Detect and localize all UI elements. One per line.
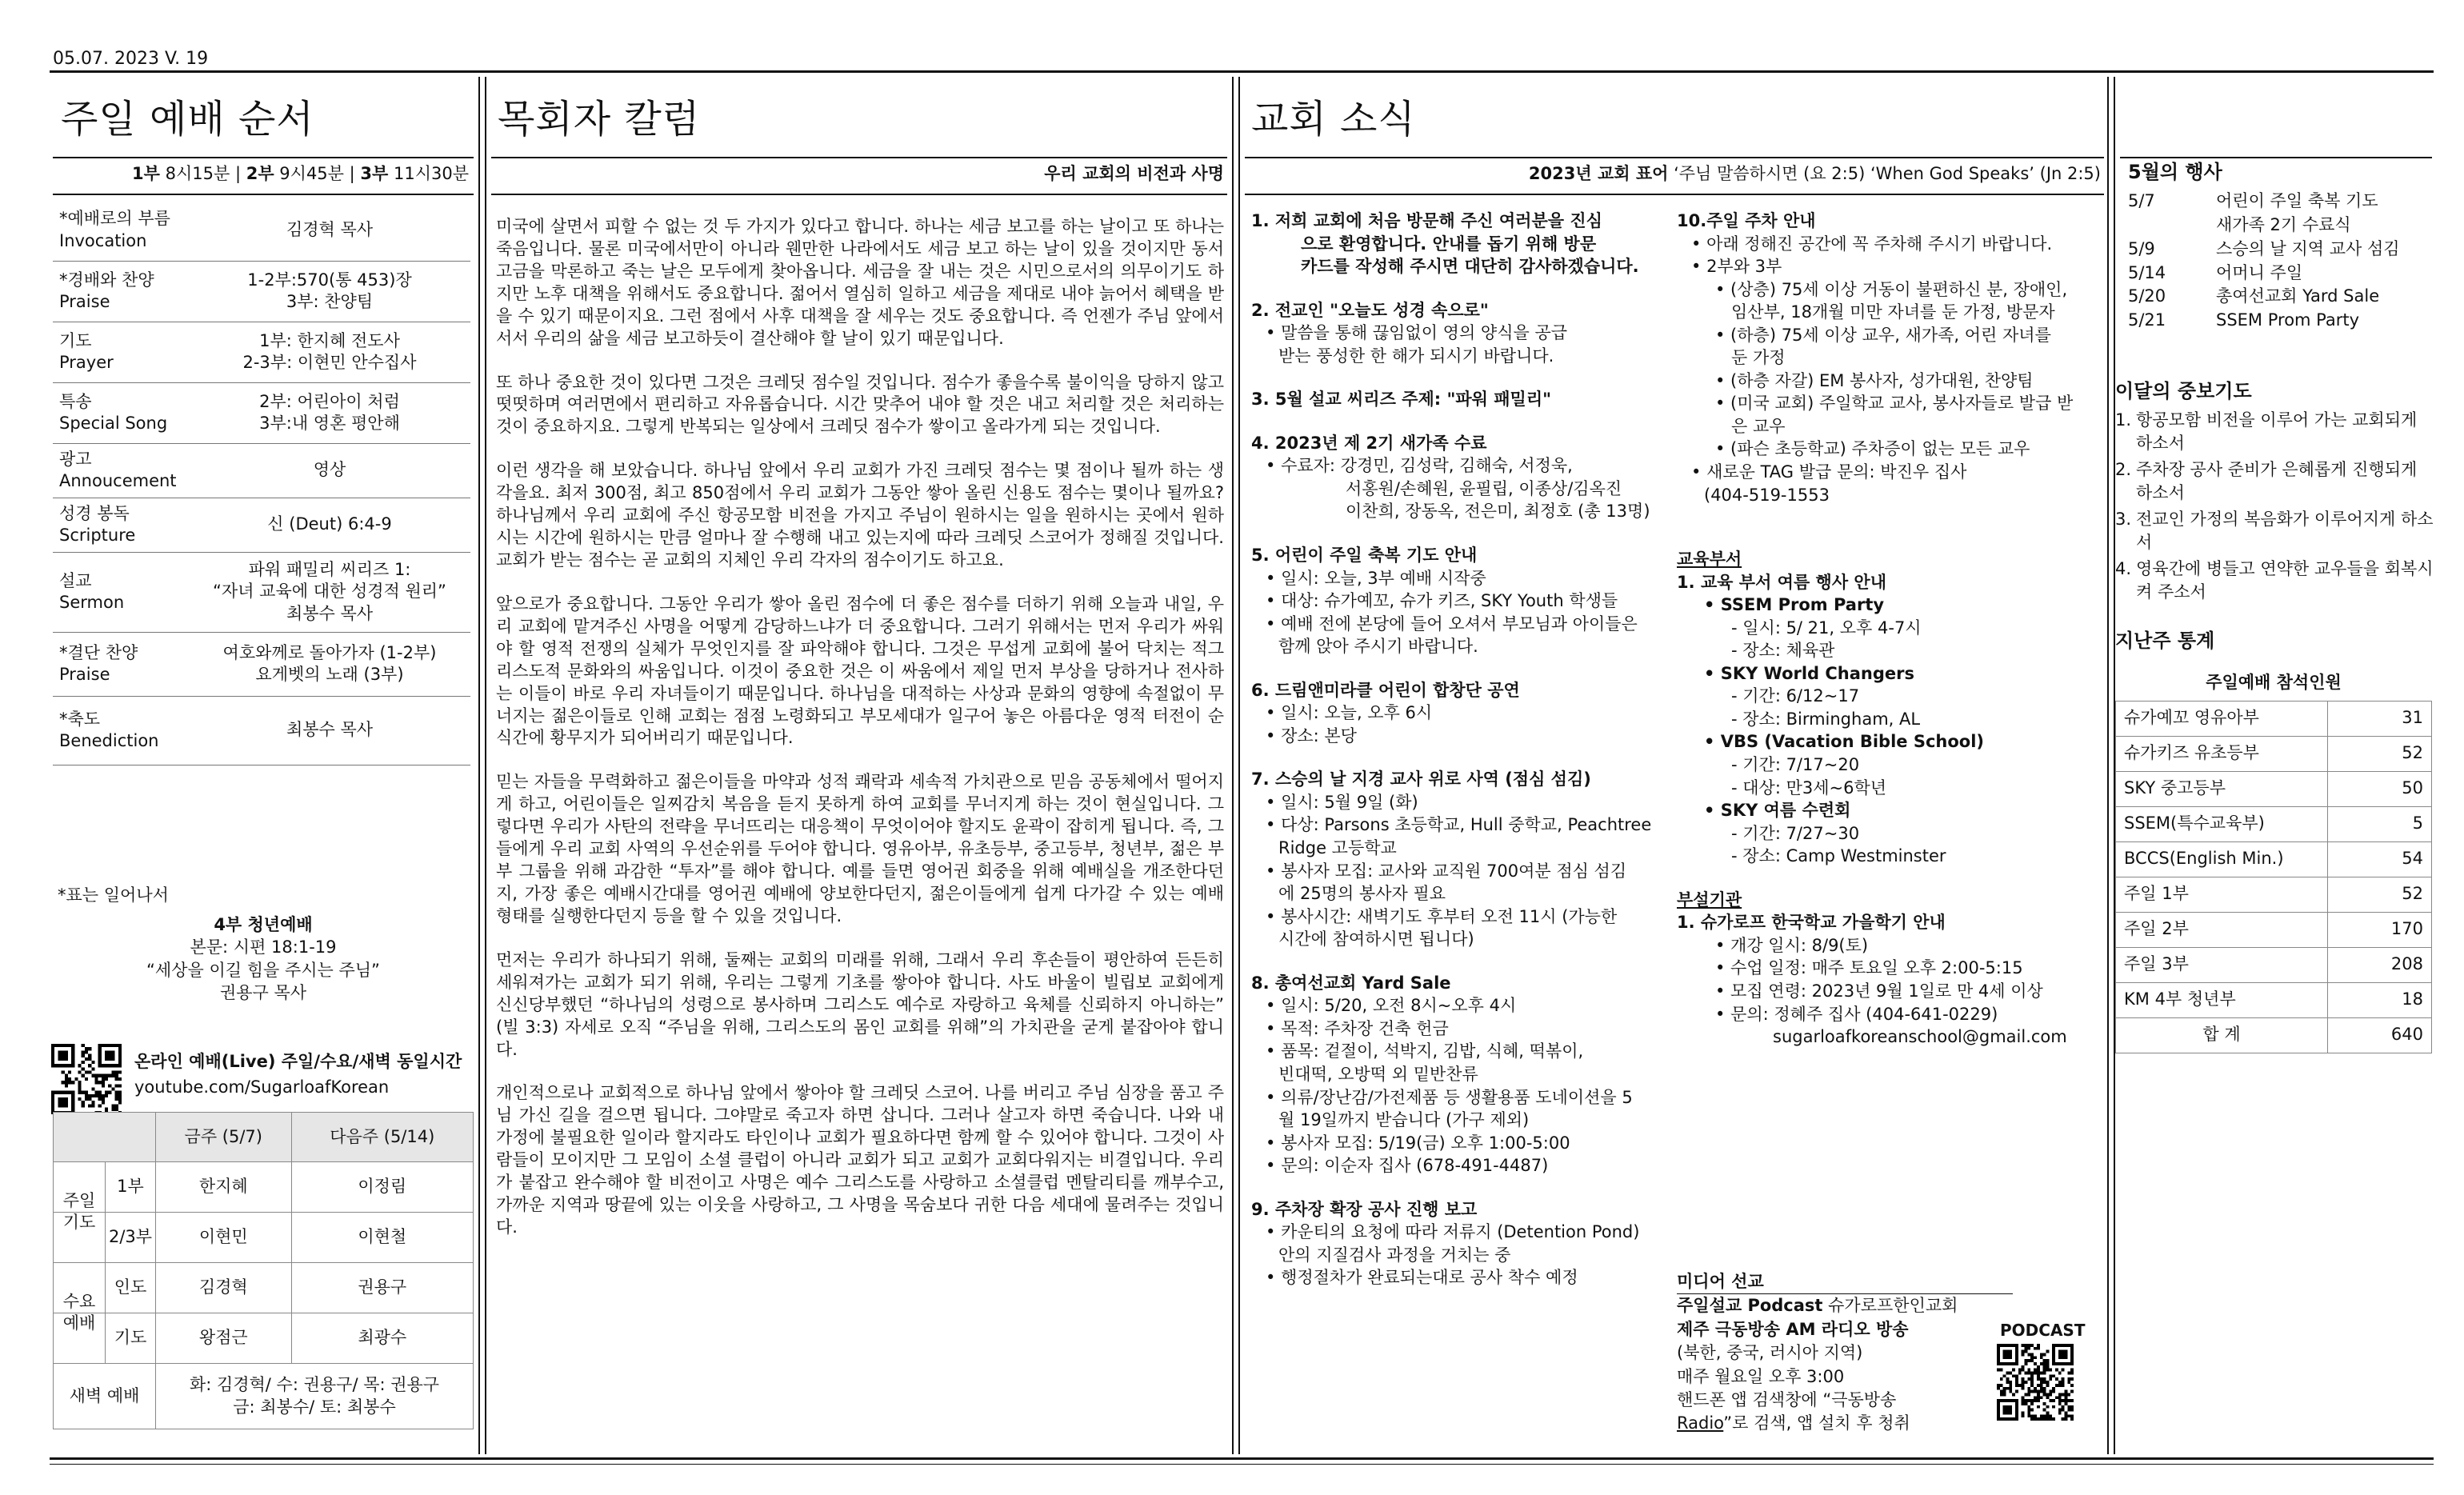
news-line: - 기간: 6/12~17 [1731, 686, 1860, 706]
column-paragraph: 이런 생각을 해 보았습니다. 하나님 앞에서 우리 교회가 가진 크레딧 점수는 몇 점이나 될까 하는 생각을요. 최저 300점, 최고 850점에서 우리 교회가 그동안 쌓아 올린 신용도 점수는 몇이나 될까요? 하나님께서 우리 교회에 주신 항공모함 비전을 가지고 주님이 원하시는 일을 원하시는 곳에서 원하시는 시간에 원하시는 만큼 얼마나 잘 수행해 내고 있는지에 따라 크레딧 스코어가 정해질 것입니다. 교회가 받는 점수는 곧 교회의 지체인 우리 각자의 점수이기도 하고요. [496, 461, 1224, 570]
radio-keyword: Radio [1677, 1413, 1724, 1433]
news-line: - 대상: 만3세~6학년 [1731, 777, 1887, 797]
podcast-label: 주일설교 Podcast [1677, 1296, 1823, 1316]
news-line: • 일시: 5/20, 오전 8시~오후 4시 [1251, 994, 1667, 1017]
event-date: 5/9 [2128, 238, 2155, 258]
prayer-number: 1. [2115, 410, 2132, 430]
prayer-item [2115, 458, 2434, 505]
radio-app-note: 핸드폰 앱 검색창에 “극동방송 [1677, 1389, 1897, 1409]
event-date [2128, 214, 2216, 238]
event-date: 5/7 [2128, 191, 2155, 211]
order-item-ko: 설교 [59, 570, 92, 590]
order-item-en: Scripture [59, 526, 136, 545]
spacer [1677, 506, 2101, 527]
news-line: • SKY 여름 수련회 [1704, 801, 1851, 821]
event-date: 5/20 [2128, 286, 2166, 306]
row-label: 1부 [105, 1162, 155, 1212]
news-line: • 2부와 3부 [1677, 255, 2101, 278]
online-worship-info [134, 1049, 462, 1100]
stats-value: 18 [2328, 982, 2432, 1017]
order-item-en: Praise [59, 292, 110, 311]
event-item [2128, 309, 2432, 333]
column-paragraph: 또 하나 중요한 것이 있다면 그것은 크레딧 점수일 것입니다. 점수가 좋을수록 불이익을 당하지 않고 떳떳하며 여러면에서 편리하고 자유롭습니다. 시간 맞추어 내야 할 것은 내고 처리할 것은 처리하는 것이 중요하지요. 그렇게 반복되는 일상에서 크레딧 점수가 쌓이고 올라가게 되는 것입니다. [496, 372, 1224, 437]
news-line: 부설기관 [1677, 889, 1742, 909]
stats-value: 31 [2328, 701, 2432, 736]
news-line: • (하층 자갈) EM 봉사자, 성가대원, 찬양팀 [1715, 370, 2034, 390]
table-cell: 이현철 [291, 1213, 473, 1263]
stats-title: 지난주 통계 [2115, 630, 2215, 652]
news-line: 1. 슈가로프 한국학교 가을학기 안내 [1677, 913, 1946, 933]
event-date: 5/21 [2128, 310, 2166, 330]
divider [1245, 194, 2104, 195]
order-item-ko: *결단 찬양 [59, 642, 138, 662]
news-line: • 일시: 오늘, 3부 예배 시작중 [1251, 567, 1667, 590]
stats-total-label: 합 계 [2116, 1017, 2328, 1053]
stats-row [2116, 912, 2432, 947]
news-line: 이찬희, 장동옥, 전은미, 최정호 (총 13명) [1346, 502, 1650, 522]
news-line: • 모집 연령: 2023년 9월 1일로 만 4세 이상 [1715, 981, 2043, 1001]
news-line: 으로 환영합니다. 안내를 돕기 위해 방문 [1301, 234, 1597, 254]
news-line: • 예배 전에 본당에 들어 오셔서 부모님과 아이들은 [1251, 613, 1667, 636]
divider [2120, 157, 2432, 158]
pastor-column-title: 목회자 칼럼 [498, 97, 701, 142]
event-item [2128, 262, 2432, 286]
youtube-qr-code[interactable] [51, 1044, 122, 1114]
news-left-column [1251, 210, 1667, 1289]
time-value-1: 8시15분 | [159, 164, 246, 183]
order-row [53, 382, 470, 443]
stats-value: 208 [2328, 947, 2432, 982]
order-row [53, 443, 470, 498]
divider [1245, 157, 2104, 158]
news-line: • 문의: 정혜주 집사 (404-641-0229) [1715, 1004, 1998, 1024]
prayer-number: 2. [2115, 460, 2132, 480]
stats-label: 주일 3부 [2116, 947, 2328, 982]
divider [53, 194, 474, 195]
news-line: (404-519-1553 [1704, 485, 1830, 505]
news-line: 안의 지질검사 과정을 거치는 중 [1278, 1245, 1511, 1265]
pastor-column-subtitle: 우리 교회의 비전과 사명 [1044, 164, 1224, 183]
news-line: 카드를 작성해 주시면 대단히 감사하겠습니다. [1301, 257, 1639, 277]
column-divider [1232, 77, 1234, 1454]
order-item-ko: *축도 [59, 709, 101, 729]
order-item-ko: 특송 [59, 391, 92, 411]
order-item-ko: *경배와 찬양 [59, 270, 154, 290]
news-line: 서홍원/손혜원, 윤필립, 이종상/김옥진 [1346, 478, 1622, 498]
event-title: SSEM Prom Party [2216, 310, 2360, 330]
prayer-duty-table [53, 1112, 474, 1429]
news-line: • 아래 정해진 공간에 꼭 주차해 주시기 바랍니다. [1677, 233, 2101, 256]
stats-row [2116, 841, 2432, 877]
order-item-en: Special Song [59, 414, 168, 433]
news-line: • (미국 교회) 주일학교 교사, 봉사자들로 발급 받 [1715, 394, 2074, 414]
news-line: • 행정절차가 완료되는대로 공사 착수 예정 [1251, 1266, 1667, 1289]
news-line: 8. 총여선교회 Yard Sale [1251, 973, 1451, 993]
news-right-column [1677, 210, 2101, 1049]
spacer [1251, 278, 1667, 299]
table-corner [54, 1113, 156, 1162]
news-line: sugarloafkoreanschool@gmail.com [1773, 1027, 2067, 1047]
dawn-service-label: 새벽 예배 [54, 1364, 156, 1429]
news-line: • 장소: 본당 [1251, 725, 1667, 748]
order-item-value: 최봉수 목사 [189, 696, 470, 765]
stats-label: BCCS(English Min.) [2116, 841, 2328, 877]
stats-label: SKY 중고등부 [2116, 771, 2328, 806]
column-paragraph: 앞으로가 중요합니다. 그동안 우리가 쌓아 올린 점수에 더 좋은 점수를 더하기 위해 오늘과 내일, 우리 교회에 맡겨주신 사명을 어떻게 감당하느냐가 더 중요합니다. 그러기 위해서는 먼저 우리가 싸워야 할 영적 전쟁의 실체가 무엇인지를 잘 파악해야 합니다. 그것은 무섭게 교회에 불어 닥치는 적그리스도적 문화와의 싸움입니다. 이것이 중요한 것은 이 싸움에서 제일 먼저 부상을 당하거나 전사하는 이들이 바로 우리 자녀들이기 때문입니다. 하나님을 대적하는 사상과 문화의 영향에 속절없이 무너지는 젊은이들로 인해 교회는 점점 노령화되고 부모세대가 일구어 놓은 아름다운 영적 터전이 순식간에 황무지가 되어버리기 때문입니다. [496, 594, 1224, 748]
podcast-church: 슈가로프한인교회 [1822, 1296, 1958, 1316]
prayer-item [2115, 508, 2434, 554]
stats-header-row [2116, 666, 2432, 701]
order-row [53, 552, 470, 632]
event-item [2128, 214, 2432, 238]
news-line: 둔 가정 [1731, 348, 1786, 368]
table-cell: 김경혁 [156, 1263, 292, 1313]
order-row [53, 200, 470, 261]
prayer-text: 전교인 가정의 복음화가 이루어지게 하소서 [2136, 510, 2434, 553]
prayer-text: 주차장 공사 준비가 은혜롭게 진행되게 하소서 [2136, 460, 2418, 503]
stats-value: 52 [2328, 736, 2432, 771]
stats-total-row [2116, 1017, 2432, 1053]
online-worship-title: 온라인 예배(Live) 주일/수요/새벽 동일시간 [134, 1052, 462, 1071]
worship-order-table [53, 200, 470, 765]
youth-theme: “세상을 이길 힘을 주시는 주님” [146, 960, 380, 980]
stats-label: KM 4부 청년부 [2116, 982, 2328, 1017]
bottom-rule [50, 1457, 2434, 1460]
order-item-value: 영상 [189, 443, 470, 498]
table-cell: 이현민 [156, 1213, 292, 1263]
stats-label: 슈가키즈 유초등부 [2116, 736, 2328, 771]
media-ministry [1677, 1270, 2013, 1436]
spacer [1251, 367, 1667, 388]
news-line: 에 25명의 봉사자 필요 [1278, 884, 1446, 904]
stats-value: 52 [2328, 877, 2432, 912]
worship-order-title: 주일 예배 순서 [61, 97, 314, 142]
last-week-stats [2115, 629, 2434, 654]
news-line: • 다상: Parsons 초등학교, Hull 중학교, Peachtree [1251, 813, 1667, 837]
wednesday-service-label: 수요 예배 [62, 1291, 96, 1333]
news-line: 6. 드림앤미라클 어린이 합창단 공연 [1251, 680, 1520, 700]
spacer [1251, 951, 1667, 972]
stats-row [2116, 771, 2432, 806]
order-item-en: Annoucement [59, 471, 177, 490]
order-item-value: 파워 패밀리 씨리즈 1: “자녀 교육에 대한 성경적 원리” 최봉수 목사 [189, 552, 470, 632]
table-cell: 이정림 [291, 1162, 473, 1213]
spacer [1251, 523, 1667, 544]
news-line: • VBS (Vacation Bible School) [1704, 732, 1985, 752]
monthly-prayer [2115, 379, 2434, 607]
this-week-header: 금주 (5/7) [156, 1113, 292, 1162]
event-title: 총여선교회 Yard Sale [2216, 286, 2380, 306]
news-line: 받는 풍성한 한 해가 되시기 바랍니다. [1278, 346, 1554, 366]
stats-value: 5 [2328, 806, 2432, 841]
media-heading: 미디어 선교 [1677, 1270, 2013, 1294]
stats-label: 주일 2부 [2116, 912, 2328, 947]
online-worship-url[interactable]: youtube.com/SugarloafKorean [134, 1077, 390, 1097]
event-date: 5/14 [2128, 262, 2166, 282]
order-item-value: 1-2부:570(통 453)장 3부: 찬양팀 [189, 261, 470, 322]
news-line: • 품목: 겉절이, 석박지, 김밥, 식혜, 떡볶이, [1251, 1040, 1667, 1063]
news-line: • 목적: 주차장 건축 헌금 [1251, 1017, 1667, 1041]
radio-region: (북한, 중국, 러시아 지역) [1677, 1343, 1863, 1363]
radio-time: 매주 월요일 오후 3:00 [1677, 1366, 1845, 1386]
row-label: 2/3부 [105, 1213, 155, 1262]
stats-value: 170 [2328, 912, 2432, 947]
youth-scripture: 본문: 시편 18:1-19 [190, 937, 337, 957]
time-value-2: 9시45분 | [274, 164, 361, 183]
time-label-1: 1부 [132, 164, 160, 183]
news-line: 2. 전교인 "오늘도 성경 속으로" [1251, 300, 1489, 320]
order-item-ko: *예배로의 부름 [59, 209, 170, 229]
event-title: 어머니 주일 [2216, 262, 2303, 282]
news-line: • 일시: 5월 9일 (화) [1251, 791, 1667, 814]
spacer [1251, 1177, 1667, 1198]
news-line: - 기간: 7/27~30 [1731, 823, 1860, 843]
news-line: • (상층) 75세 이상 거동이 불편하신 분, 장애인, [1715, 279, 2068, 299]
news-line: • 수업 일정: 매주 토요일 오후 2:00-5:15 [1715, 958, 2023, 978]
column-divider [485, 77, 486, 1454]
news-line: • 카운티의 요청에 따라 저류지 (Detention Pond) [1251, 1221, 1667, 1244]
column-paragraph: 믿는 자들을 무력화하고 젊은이들을 마약과 성적 쾌락과 세속적 가치관으로 믿음 공동체에서 떨어지게 하고, 어린이들은 일찌감치 복음을 듣지 못하게 하여 교회를 무너지게 하는 것이 현실입니다. 그렇다면 우리가 사탄의 전략을 무너뜨리는 대응책이 무엇이어야 할지도 윤곽이 잡히게 됩니다. 즉, 그들에게 우리 교회 사역의 우선순위를 두어야 합니다. 영유아부, 유초등부, 중고등부, 청년부, 젊은 부부 그룹을 위해 과감한 “투자”를 해야 합니다. 예를 들면 영어권 회중을 위해 예배실을 개조한다던지, 가장 좋은 예배시간대를 영어권 예배에 양보한다던지, 젊은이들에게 쉽게 다가갈 수 있는 예배 형태를 실행한다던지 등을 할 수 있을 것입니다. [496, 772, 1224, 925]
bottom-rule-2 [50, 1464, 2434, 1465]
order-item-ko: 광고 [59, 449, 92, 469]
prayer-text: 영육간에 병들고 연약한 교우들을 회복시켜 주소서 [2136, 559, 2434, 602]
sunday-prayer-label: 주일 기도 [62, 1190, 96, 1232]
news-line: 교육부서 [1677, 550, 1742, 570]
news-line: Ridge 고등학교 [1278, 838, 1397, 858]
order-item-ko: 성경 봉독 [59, 503, 130, 523]
news-line: 3. 5월 설교 씨리즈 주제: "파워 패밀리" [1251, 390, 1552, 410]
column-paragraph: 미국에 살면서 피할 수 없는 것 두 가지가 있다고 합니다. 하나는 세금 보고를 하는 날이고 또 하나는 죽음입니다. 물론 미국에서만이 아니라 웬만한 나라에서도 세금 보고 하는 날이 있을 것이지만 동서고금을 막론하고 죽는 날은 모두에게 찾아옵니다. 세금을 잘 내는 것은 시민으로서의 의무이기도 하지만 노후 대책을 위해서도 중요합니다. 젊어서 열심히 일하고 세금을 제대로 내야 늙어서 혜택을 받을 수 있기 때문이지요. 그런 점에서 사후 대책을 잘 세우는 것도 중요합니다. 즉 언젠가 주님 앞에서 서서 우리의 삶을 세금 보고하듯이 결산해야 할 날이 있기 때문입니다. [496, 217, 1224, 348]
order-item-value: 2부: 어린아이 처럼 3부:내 영혼 평안해 [189, 382, 470, 443]
divider [53, 157, 474, 158]
news-line: 임산부, 18개월 미만 자녀를 둔 가정, 방문자 [1731, 302, 2055, 322]
news-line: • 봉사자 모집: 5/19(금) 오후 1:00-5:00 [1251, 1132, 1667, 1155]
news-line: 월 19일까지 받습니다 (가구 제외) [1278, 1110, 1530, 1130]
news-line: 7. 스승의 날 지경 교사 위로 사역 (점심 섬김) [1251, 769, 1591, 789]
time-label-3: 3부 [360, 164, 389, 183]
order-row [53, 322, 470, 382]
event-title: 스승의 날 지역 교사 섬김 [2216, 238, 2400, 258]
news-line: • 대상: 슈가예꼬, 슈가 키즈, SKY Youth 학생들 [1251, 590, 1667, 613]
news-line: • SKY World Changers [1704, 663, 1915, 683]
table-cell: 권용구 [291, 1263, 473, 1313]
order-item-en: Praise [59, 665, 110, 684]
spacer [1677, 868, 2101, 889]
news-line: • 의류/장난감/가전제품 등 생활용품 도네이션을 5 [1251, 1086, 1667, 1109]
church-motto [1245, 163, 2101, 185]
monthly-events-title: 5월의 행사 [2128, 161, 2222, 183]
service-times [53, 163, 469, 185]
stats-label: 주일 1부 [2116, 877, 2328, 912]
order-item-value: 여호와께로 돌아가자 (1-2부) 요게벳의 노래 (3부) [189, 632, 470, 696]
order-item-en: Prayer [59, 353, 114, 372]
motto-label: 2023년 교회 표어 [1528, 164, 1669, 183]
news-line: 시간에 참여하시면 됩니다) [1278, 929, 1474, 949]
event-item [2128, 190, 2432, 214]
news-line: • (하층) 75세 이상 교우, 새가족, 어린 자녀를 [1715, 325, 2051, 345]
order-item-en: Invocation [59, 230, 147, 250]
event-title: 새가족 2기 수료식 [2216, 215, 2351, 234]
news-line: - 일시: 5/ 21, 오후 4-7시 [1731, 618, 1922, 638]
stats-total-value: 640 [2328, 1017, 2432, 1053]
news-line: • 수료자: 강경민, 김성락, 김해숙, 서정욱, [1251, 454, 1667, 478]
pastor-column-body [496, 216, 1224, 1261]
stats-label: SSEM(특수교육부) [2116, 806, 2328, 841]
order-item-en: Sermon [59, 593, 125, 612]
youth-preacher: 권용구 목사 [219, 983, 307, 1003]
news-line: 함께 앉아 주시기 바랍니다. [1278, 637, 1478, 657]
order-item-value: 신 (Deut) 6:4-9 [189, 498, 470, 552]
spacer [1251, 747, 1667, 768]
news-line: 은 교우 [1731, 416, 1786, 436]
news-line: • 문의: 이순자 집사 (678-491-4487) [1251, 1154, 1667, 1177]
news-line: • 말씀을 통해 끊임없이 영의 양식을 공급 [1251, 322, 1667, 345]
table-cell: 최광수 [291, 1313, 473, 1364]
news-line: • SSEM Prom Party [1704, 595, 1885, 615]
news-line: • 새로운 TAG 발급 문의: 박진우 집사 [1677, 461, 2101, 484]
news-line: • 봉사시간: 새벽기도 후부터 오전 11시 (가능한 [1251, 905, 1667, 929]
prayer-item [2115, 558, 2434, 604]
top-rule [50, 70, 2434, 73]
order-item-value: 김경혁 목사 [189, 200, 470, 261]
church-news-title: 교회 소식 [1251, 97, 1416, 142]
divider [491, 194, 1227, 195]
youth-service-title: 4부 청년예배 [214, 915, 313, 934]
spacer [1677, 527, 2101, 548]
order-item-ko: 기도 [59, 330, 92, 350]
news-line: • 봉사자 모집: 교사와 교직원 700여분 점심 섬김 [1251, 860, 1667, 883]
news-line: - 장소: 체육관 [1731, 641, 1835, 661]
motto-text: ‘주님 말씀하시면 (요 2:5) ‘When God Speaks’ (Jn 2:5) [1668, 164, 2101, 183]
radio-app-note-2: ”로 검색, 앱 설치 후 청취 [1723, 1413, 1910, 1433]
stats-label: 슈가예꼬 영유아부 [2116, 701, 2328, 736]
event-item [2128, 285, 2432, 309]
news-line: 1. 교육 부서 여름 행사 안내 [1677, 572, 1887, 592]
prayer-number: 3. [2115, 510, 2132, 530]
monthly-events [2128, 160, 2432, 333]
prayer-text: 항공모함 비전을 이루어 가는 교회되게 하소서 [2136, 410, 2418, 454]
spacer [1251, 658, 1667, 679]
column-divider [1238, 77, 1240, 1454]
attendance-table [2115, 666, 2432, 1053]
bulletin-date-version: 05.07. 2023 V. 19 [53, 49, 209, 69]
order-row [53, 261, 470, 322]
news-line: • 일시: 오늘, 오후 6시 [1251, 702, 1667, 725]
prayer-number: 4. [2115, 559, 2132, 578]
radio-label: 제주 극동방송 AM 라디오 방송 [1677, 1319, 1909, 1339]
podcast-qr-code[interactable] [1997, 1344, 2074, 1421]
row-label: 기도 [105, 1313, 155, 1363]
order-item-en: Benediction [59, 731, 159, 750]
prayer-item [2115, 409, 2434, 455]
news-line: 5. 어린이 주일 축복 기도 안내 [1251, 546, 1478, 566]
podcast-label-qr: PODCAST [2000, 1321, 2086, 1340]
news-line: 1. 저희 교회에 처음 방문해 주신 여러분을 진심 [1251, 211, 1602, 230]
table-cell: 한지혜 [156, 1162, 292, 1213]
order-row [53, 498, 470, 552]
spacer [1251, 411, 1667, 432]
stats-row [2116, 736, 2432, 771]
news-line: 9. 주차장 확장 공사 진행 보고 [1251, 1199, 1478, 1219]
monthly-prayer-title: 이달의 중보기도 [2115, 380, 2252, 402]
stats-row [2116, 947, 2432, 982]
event-title: 어린이 주일 축복 기도 [2216, 191, 2378, 211]
stats-row [2116, 701, 2432, 736]
column-divider [2107, 77, 2109, 1454]
next-week-header: 다음주 (5/14) [291, 1113, 473, 1162]
order-row [53, 696, 470, 765]
news-line: • (파슨 초등학교) 주차증이 없는 모든 교우 [1715, 439, 2030, 459]
time-value-3: 11시30분 [388, 164, 469, 183]
time-label-2: 2부 [246, 164, 274, 183]
divider [491, 157, 1227, 158]
order-row [53, 632, 470, 696]
news-line: 4. 2023년 제 2기 새가족 수료 [1251, 433, 1487, 453]
column-divider [478, 77, 480, 1454]
stats-value: 54 [2328, 841, 2432, 877]
column-paragraph: 개인적으로나 교회적으로 하나님 앞에서 쌓아야 할 크레딧 스코어. 나를 버리고 주님 심장을 품고 주님 가신 길을 걸으면 됩니다. 그야말로 죽고자 하면 삽니다. 그러나 살고자 하면 죽습니다. 나와 내 가정에 불필요한 일이라 할지라도 타인이나 교회가 필요하다면 함께 할 수 있어야 합니다. 그것이 사람들이 모이지만 그 모임이 소셜 클럽이 아니라 교회가 되고 교회가 교회다워지는 비결입니다. 우리가 붙잡고 완수해야 할 비전이고 사명은 예수 그리스도를 사랑하고 소셜클럽 멘탈리티를 깨부수고, 가까운 지역과 땅끝에 있는 이웃을 사랑하고, 그 사명을 목숨보다 귀한 다음 세대에 물려주는 것입니다. [496, 1083, 1224, 1237]
table-cell: 왕점근 [156, 1313, 292, 1364]
stats-header: 주일예배 참석인원 [2116, 666, 2432, 701]
news-line: - 장소: Camp Westminster [1731, 846, 1946, 866]
news-line: 빈대떡, 오방떡 외 밑반찬류 [1278, 1064, 1478, 1084]
news-line: 10.주일 주차 안내 [1677, 211, 1816, 230]
column-paragraph: 먼저는 우리가 하나되기 위해, 둘째는 교회의 미래를 위해, 그래서 우리 후손들이 평안하여 든든히 세워져가는 교회가 되기 위해, 우리는 그렇게 기초를 쌓아야 합니다. 사도 바울이 빌립보 교회에게 신신당부했던 “하나님의 성령으로 봉사하며 그리스도 예수로 자랑하고 육체를 신뢰하지 아니하는” (빌 3:3) 자세로 오직 “주님을 위해, 그리스도의 몸인 교회를 위해”의 가치관을 굳게 붙잡아야 합니다. [496, 949, 1224, 1059]
row-label: 인도 [105, 1263, 155, 1313]
stats-value: 50 [2328, 771, 2432, 806]
stats-row [2116, 982, 2432, 1017]
dawn-service-leaders: 화: 김경혁/ 수: 권용구/ 목: 권용구 금: 최봉수/ 토: 최봉수 [156, 1364, 474, 1429]
order-item-value: 1부: 한지혜 전도사 2-3부: 이현민 안수집사 [189, 322, 470, 382]
event-item [2128, 238, 2432, 262]
youth-service [53, 913, 474, 1004]
stats-row [2116, 877, 2432, 912]
standing-note: *표는 일어나서 [58, 885, 169, 905]
news-line: • 개강 일시: 8/9(토) [1715, 935, 1869, 955]
news-line: - 기간: 7/17~20 [1731, 755, 1860, 775]
stats-row [2116, 806, 2432, 841]
news-line: - 장소: Birmingham, AL [1731, 709, 1921, 729]
